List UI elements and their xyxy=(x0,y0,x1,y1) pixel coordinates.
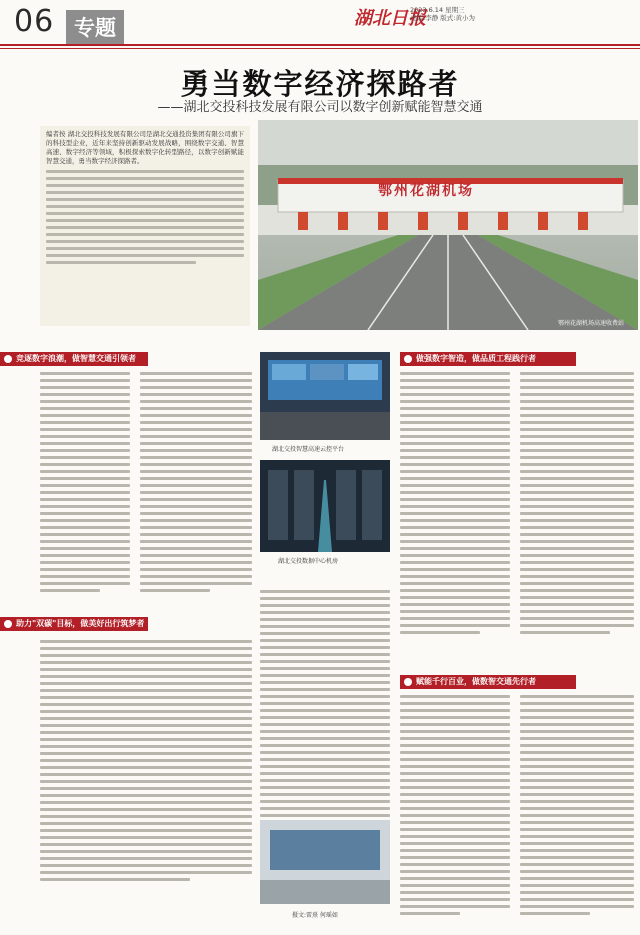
toll-plaza-illustration xyxy=(258,120,638,330)
photo-exhibition xyxy=(260,820,390,904)
body-col-7 xyxy=(400,695,510,919)
section-label: 专题 xyxy=(66,10,124,44)
page-subtitle: ——湖北交投科技发展有限公司以数字创新赋能智慧交通 xyxy=(157,100,483,115)
main-photo-sign: 鄂州花湖机场 xyxy=(378,183,474,199)
body-col-5 xyxy=(400,372,510,638)
header-rule xyxy=(0,44,640,46)
body-col-8 xyxy=(520,695,634,919)
photo-data-center xyxy=(260,460,390,552)
photo-data-center-caption: 湖北交投数据中心机房 xyxy=(278,558,339,565)
section-head-2: 助力"双碳"目标，做美好出行筑梦者 xyxy=(0,617,148,631)
section-head-1: 竞逐数字浪潮，做智慧交通引领者 xyxy=(0,352,148,366)
section-head-4: 赋能千行百业，做数智交通先行者 xyxy=(400,675,576,689)
intro-lines xyxy=(40,170,250,264)
photo-control-center xyxy=(260,352,390,440)
body-col-2 xyxy=(140,372,252,596)
issue-date: 2023.6.14 星期三 xyxy=(410,6,465,14)
page-number: 06 xyxy=(14,4,55,39)
body-col-6 xyxy=(520,372,634,638)
main-photo-caption: 鄂州花湖机场高速收费站 xyxy=(558,320,625,327)
issue-meta xyxy=(410,6,475,22)
photo-control-center-caption: 湖北交投智慧高速云控平台 xyxy=(272,446,345,453)
photo-credit: 摄文:雷熹 何瑶如 xyxy=(292,912,338,919)
page-title: 勇当数字经济探路者 xyxy=(180,67,460,101)
body-col-1 xyxy=(40,372,130,596)
section-head-3: 做强数字智造，做品质工程践行者 xyxy=(400,352,576,366)
intro-block xyxy=(40,126,250,326)
header-rule-thin xyxy=(0,48,640,49)
body-col-4 xyxy=(260,590,390,849)
newspaper-logo: 湖北日报 xyxy=(354,8,426,29)
body-col-3 xyxy=(40,640,252,885)
issue-editors: 责编:李静 版式:黄小为 xyxy=(410,14,475,22)
intro-text: 编者按 湖北交投科技发展有限公司是湖北交通投资集团有限公司旗下的科技型企业，近年来坚持创新驱动发展战略，围绕数字交通、智慧高速、数字经济等领域，积极探索数字化转型路径，以数字创新赋能智慧交通，勇当数字经济探路者。 xyxy=(46,130,244,165)
main-photo xyxy=(258,120,638,330)
